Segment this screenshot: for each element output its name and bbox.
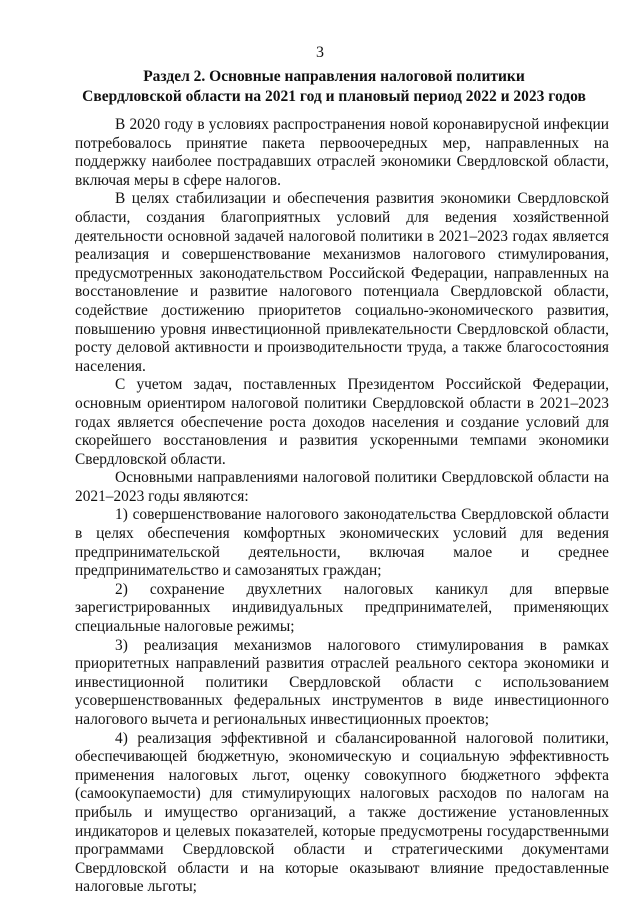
paragraph-goals: В целях стабилизации и обеспечения развития экономики Свердловской области, создания благоприятных условий для ведения хозяйственной деятельности основной задачей налоговой политики в 2021–2023 годах является реализация и совершенствование механизмов налогового стимулирования, предусмотренных законодательством Российской Федерации, направленных на восстановление и развитие налогового потенциала Свердловской области, содействие достижению приоритетов социально-экономического развития, повышению уровня инвестиционной привлекательности Свердловской области, росту деловой активности и производительности труда, а также благосостояния населения.	[75, 190, 609, 375]
section-heading	[60, 67, 608, 107]
paragraph-intro: В 2020 году в условиях распространения новой коронавирусной инфекции потребовалось принятие пакета первоочередных мер, направленных на поддержку наиболее пострадавших отраслей экономики Свердловской области, включая меры в сфере налогов.	[75, 116, 609, 189]
list-item-2: 2) сохранение двухлетних налоговых каникул для впервые зарегистрированных индивидуальных предпринимателей, применяющих специальные налоговые режимы;	[75, 580, 609, 636]
list-item-1: 1) совершенствование налогового законодательства Свердловской области в целях обеспечения комфортных экономических условий для ведения предпринимательской деятельности, включая малое и среднее предпринимательство и самозанятых граждан;	[75, 506, 609, 580]
section-heading-line-1: Раздел 2. Основные направления налоговой политики	[143, 68, 525, 85]
paragraph-president-tasks: С учетом задач, поставленных Президентом Российской Федерации, основным ориентиром налоговой политики Свердловской области в 2021–2023 годах является обеспечение роста доходов населения и создание условий для скорейшего восстановления и развития ускоренными темпами экономики Свердловской области.	[75, 376, 609, 468]
document-body	[75, 116, 609, 897]
page-number: 3	[316, 44, 324, 61]
section-heading-line-2: Свердловской области на 2021 год и плановый период 2022 и 2023 годов	[82, 88, 586, 105]
list-item-3: 3) реализация механизмов налогового стимулирования в рамках приоритетных направлений развития отраслей реального сектора экономики и инвестиционной политики Свердловской области с использованием усовершенствованных федеральных инструментов в виде инвестиционного налогового вычета и региональных инвестиционных проектов;	[75, 636, 609, 728]
paragraph-directions-intro: Основными направлениями налоговой политики Свердловской области на 2021–2023 годы являются:	[75, 469, 609, 505]
list-item-4: 4) реализация эффективной и сбалансированной налоговой политики, обеспечивающей бюджетную, экономическую и социальную эффективность применения налоговых льгот, оценку совокупного бюджетного эффекта (самоокупаемости) для стимулирующих налоговых расходов по налогам на прибыль и имущество организаций, а также достижение установленных индикаторов и целевых показателей, которые предусмотрены государственными программами Свердловской области и стратегическими документами Свердловской области и на которые оказывают влияние предоставленные налоговые льготы;	[75, 729, 609, 896]
